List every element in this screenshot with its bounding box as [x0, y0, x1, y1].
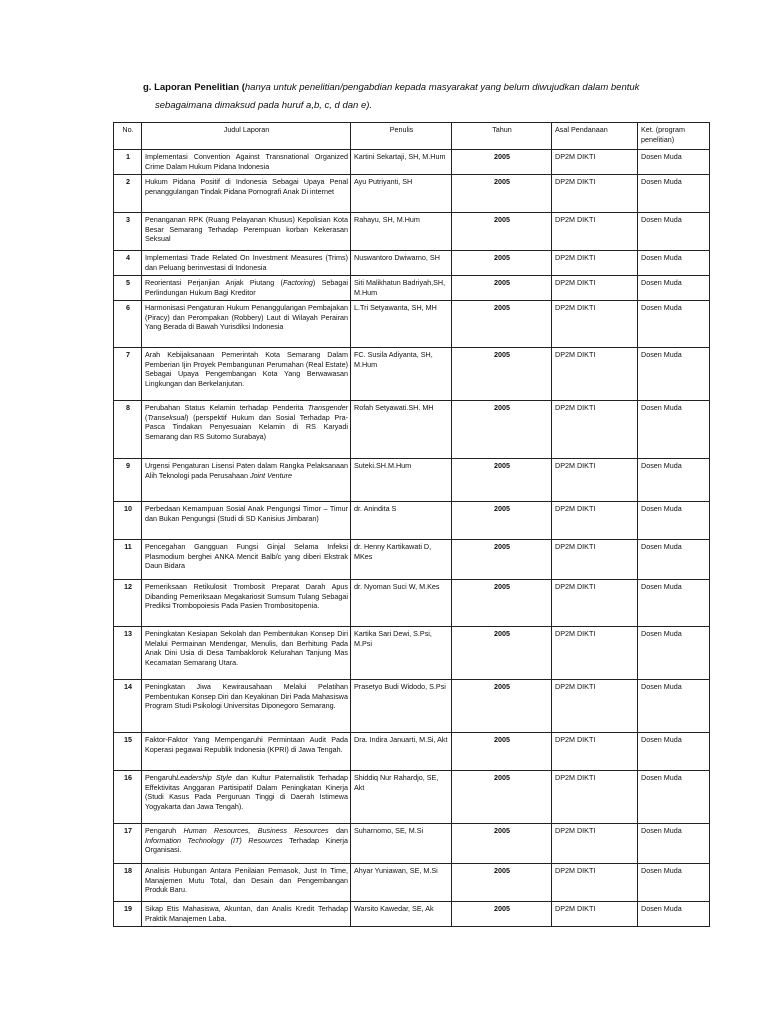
row-tahun: 2005: [452, 251, 552, 276]
row-ket: Dosen Muda: [638, 824, 710, 864]
row-ket: Dosen Muda: [638, 580, 710, 627]
row-asal: DP2M DIKTI: [552, 348, 638, 401]
row-tahun: 2005: [452, 627, 552, 680]
row-tahun: 2005: [452, 771, 552, 824]
row-tahun: 2005: [452, 175, 552, 213]
header-penulis: Penulis: [351, 123, 452, 150]
row-judul: Pengaruh Human Resources, Business Resources dan Information Technology (IT) Resources Terhadap Kinerja Organisasi.: [142, 824, 351, 864]
row-judul: Peningkatan Kesiapan Sekolah dan Pembentukan Konsep Diri Melalui Permainan Mendengar, Menulis, dan Berhitung Pada Anak Dini Usia di Desa Tambaklorok Kelurahan Tanjung Mas Kecamatan Semarang Utara.: [142, 627, 351, 680]
row-tahun: 2005: [452, 580, 552, 627]
row-tahun: 2005: [452, 301, 552, 348]
row-judul: Implementasi Trade Related On Investment Measures (Trims) dan Peluang berinvestasi di Indonesia: [142, 251, 351, 276]
table-row: [114, 864, 710, 902]
row-penulis: Siti Malikhatun Badriyah,SH, M.Hum: [351, 276, 452, 301]
row-penulis: Rahayu, SH, M.Hum: [351, 213, 452, 251]
row-penulis: dr. Henny Kartikawati D, MKes: [351, 540, 452, 580]
row-judul: Implementasi Convention Against Transnational Organized Crime Dalam Hukum Pidana Indonesia: [142, 150, 351, 175]
row-penulis: Nuswantoro Dwiwarno, SH: [351, 251, 452, 276]
row-tahun: 2005: [452, 348, 552, 401]
table-body: [114, 150, 710, 927]
row-ket: Dosen Muda: [638, 251, 710, 276]
table-row: [114, 680, 710, 733]
row-ket: Dosen Muda: [638, 301, 710, 348]
row-judul: Arah Kebijaksanaan Pemerintah Kota Semarang Dalam Pemberian Ijin Proyek Pembangunan Perumahan (Real Estate) Sebagai Upaya Pengembangan Kota Yang Berwawasan Lingkungan dan Berkelanjutan.: [142, 348, 351, 401]
row-no: 3: [114, 213, 142, 251]
table-row: [114, 902, 710, 927]
row-tahun: 2005: [452, 276, 552, 301]
row-tahun: 2005: [452, 502, 552, 540]
row-penulis: Warsito Kawedar, SE, Ak: [351, 902, 452, 927]
table-row: [114, 733, 710, 771]
row-no: 10: [114, 502, 142, 540]
row-tahun: 2005: [452, 824, 552, 864]
row-penulis: Dra. Indira Januarti, M.Si, Akt: [351, 733, 452, 771]
row-asal: DP2M DIKTI: [552, 824, 638, 864]
row-penulis: Shiddiq Nur Rahardjo, SE, Akt: [351, 771, 452, 824]
table-row: [114, 213, 710, 251]
row-judul: PengaruhLeadership Style dan Kultur Paternalistik Terhadap Effektivitas Anggaran Partisipatif Dalam Peningkatan Kinerja (Studi Kasus Pada Perguruan Tinggi di Daerah Istimewa Yogyakarta dan Jawa Tengah).: [142, 771, 351, 824]
row-penulis: Rofah Setyawati.SH. MH: [351, 401, 452, 459]
row-penulis: L.Tri Setyawanta, SH, MH: [351, 301, 452, 348]
row-no: 1: [114, 150, 142, 175]
row-asal: DP2M DIKTI: [552, 627, 638, 680]
table-row: [114, 401, 710, 459]
row-asal: DP2M DIKTI: [552, 540, 638, 580]
row-judul: Perubahan Status Kelamin terhadap Penderita Transgender (Transeksual) (perspektif Hukum dan Sosial Terhadap Pra-Pasca Tindakan Penyesuaian Kelamin di RS Karyadi Semarang dan RS Sutomo Surabaya): [142, 401, 351, 459]
row-penulis: dr. Anindita S: [351, 502, 452, 540]
row-asal: DP2M DIKTI: [552, 213, 638, 251]
row-judul: Penanganan RPK (Ruang Pelayanan Khusus) Kepolisian Kota Besar Semarang Terhadap Perempuan korban Kekerasan Seksual: [142, 213, 351, 251]
header-asal: Asal Pendanaan: [552, 123, 638, 150]
row-no: 8: [114, 401, 142, 459]
row-penulis: Suteki.SH.M.Hum: [351, 459, 452, 502]
row-ket: Dosen Muda: [638, 401, 710, 459]
table-row: [114, 627, 710, 680]
row-asal: DP2M DIKTI: [552, 301, 638, 348]
row-no: 6: [114, 301, 142, 348]
row-tahun: 2005: [452, 213, 552, 251]
table-row: [114, 251, 710, 276]
row-ket: Dosen Muda: [638, 902, 710, 927]
row-asal: DP2M DIKTI: [552, 733, 638, 771]
row-judul: Harmonisasi Pengaturan Hukum Penanggulangan Pembajakan (Piracy) dan Perompakan (Robbery) Laut di Wilayah Perairan Yang Berada di Bawah Yurisdiksi Indonesia: [142, 301, 351, 348]
row-no: 7: [114, 348, 142, 401]
row-asal: DP2M DIKTI: [552, 276, 638, 301]
row-ket: Dosen Muda: [638, 175, 710, 213]
row-judul: Peningkatan Jiwa Kewirausahaan Melalui Pelatihan Pembentukan Konsep Diri dan Keyakinan Diri Pada Mahasiswa Program Studi Psikologi Universitas Diponegoro Semarang.: [142, 680, 351, 733]
row-tahun: 2005: [452, 902, 552, 927]
table-header-row: [114, 123, 710, 150]
table-row: [114, 771, 710, 824]
header-tahun: Tahun: [452, 123, 552, 150]
row-asal: DP2M DIKTI: [552, 150, 638, 175]
row-tahun: 2005: [452, 150, 552, 175]
table-row: [114, 824, 710, 864]
row-ket: Dosen Muda: [638, 627, 710, 680]
header-no: No.: [114, 123, 142, 150]
row-judul: Reorientasi Perjanjian Anjak Piutang (Factoring) Sebagai Perlindungan Hukum Bagi Kreditor: [142, 276, 351, 301]
row-no: 13: [114, 627, 142, 680]
row-asal: DP2M DIKTI: [552, 902, 638, 927]
header-judul: Judul Laporan: [142, 123, 351, 150]
table-row: [114, 150, 710, 175]
row-ket: Dosen Muda: [638, 864, 710, 902]
table-row: [114, 276, 710, 301]
research-report-table: [113, 122, 710, 927]
row-ket: Dosen Muda: [638, 348, 710, 401]
row-no: 14: [114, 680, 142, 733]
row-no: 12: [114, 580, 142, 627]
row-no: 4: [114, 251, 142, 276]
row-tahun: 2005: [452, 459, 552, 502]
table-row: [114, 175, 710, 213]
row-penulis: Suharnomo, SE, M.Si: [351, 824, 452, 864]
row-ket: Dosen Muda: [638, 540, 710, 580]
row-no: 18: [114, 864, 142, 902]
row-no: 15: [114, 733, 142, 771]
row-penulis: Ayu Putriyanti, SH: [351, 175, 452, 213]
row-no: 19: [114, 902, 142, 927]
row-tahun: 2005: [452, 864, 552, 902]
row-no: 2: [114, 175, 142, 213]
row-judul: Urgensi Pengaturan Lisensi Paten dalam Rangka Pelaksanaan Alih Teknologi pada Perusahaan Joint Venture: [142, 459, 351, 502]
row-tahun: 2005: [452, 680, 552, 733]
row-penulis: dr. Nyoman Suci W, M.Kes: [351, 580, 452, 627]
row-judul: Faktor-Faktor Yang Mempengaruhi Permintaan Audit Pada Koperasi pegawai Republik Indonesia (KPRI) di Jawa Tengah.: [142, 733, 351, 771]
row-no: 17: [114, 824, 142, 864]
row-no: 5: [114, 276, 142, 301]
row-ket: Dosen Muda: [638, 213, 710, 251]
row-asal: DP2M DIKTI: [552, 459, 638, 502]
table-row: [114, 301, 710, 348]
row-ket: Dosen Muda: [638, 771, 710, 824]
table-row: [114, 580, 710, 627]
section-heading: [143, 79, 663, 115]
row-asal: DP2M DIKTI: [552, 771, 638, 824]
section-heading-note-line2: sebagaimana dimaksud pada huruf a,b, c, d dan e).: [155, 100, 373, 111]
row-penulis: Kartika Sari Dewi, S.Psi, M.Psi: [351, 627, 452, 680]
row-asal: DP2M DIKTI: [552, 251, 638, 276]
row-ket: Dosen Muda: [638, 459, 710, 502]
row-penulis: Prasetyo Budi Widodo, S.Psi: [351, 680, 452, 733]
row-tahun: 2005: [452, 540, 552, 580]
row-asal: DP2M DIKTI: [552, 401, 638, 459]
row-penulis: FC. Susila Adiyanta, SH, M.Hum: [351, 348, 452, 401]
header-ket: Ket. (program penelitian): [638, 123, 710, 150]
row-judul: Pemeriksaan Retikulosit Trombosit Preparat Darah Apus Dibanding Pemeriksaan Megakariosit Sumsum Tulang Sebagai Prediksi Trombopoiesis Pada Pasien Trombositopenia.: [142, 580, 351, 627]
row-no: 9: [114, 459, 142, 502]
section-heading-label: g. Laporan Penelitian (: [143, 82, 245, 93]
table-row: [114, 502, 710, 540]
section-heading-note-line1: hanya untuk penelitian/pengabdian kepada masyarakat yang belum diwujudkan dalam bentuk: [244, 82, 640, 93]
row-tahun: 2005: [452, 401, 552, 459]
row-judul: Analisis Hubungan Antara Penilaian Pemasok, Just In Time, Manajemen Mutu Total, dan Desain dan Pengembangan Produk Baru.: [142, 864, 351, 902]
row-asal: DP2M DIKTI: [552, 502, 638, 540]
row-asal: DP2M DIKTI: [552, 580, 638, 627]
row-ket: Dosen Muda: [638, 680, 710, 733]
table-row: [114, 348, 710, 401]
row-no: 16: [114, 771, 142, 824]
row-tahun: 2005: [452, 733, 552, 771]
row-penulis: Ahyar Yuniawan, SE, M.Si: [351, 864, 452, 902]
row-ket: Dosen Muda: [638, 502, 710, 540]
row-judul: Perbedaan Kemampuan Sosial Anak Pengungsi Timor – Timur dan Bukan Pengungsi (Studi di SD Kanisius Jimbaran): [142, 502, 351, 540]
table-row: [114, 540, 710, 580]
row-ket: Dosen Muda: [638, 733, 710, 771]
row-judul: Pencegahan Gangguan Fungsi Ginjal Selama Infeksi Plasmodium berghei ANKA Mencit Balb/c yang diberi Ekstrak Daun Bidara: [142, 540, 351, 580]
row-asal: DP2M DIKTI: [552, 864, 638, 902]
row-no: 11: [114, 540, 142, 580]
row-judul: Hukum Pidana Positif di Indonesia Sebagai Upaya Penal penanggulangan Tindak Pidana Pornografi Anak Di internet: [142, 175, 351, 213]
row-asal: DP2M DIKTI: [552, 175, 638, 213]
row-ket: Dosen Muda: [638, 150, 710, 175]
row-asal: DP2M DIKTI: [552, 680, 638, 733]
row-ket: Dosen Muda: [638, 276, 710, 301]
row-judul: Sikap Etis Mahasiswa, Akuntan, dan Analis Kredit Terhadap Praktik Manajemen Laba.: [142, 902, 351, 927]
row-penulis: Kartini Sekartaji, SH, M.Hum: [351, 150, 452, 175]
table-row: [114, 459, 710, 502]
